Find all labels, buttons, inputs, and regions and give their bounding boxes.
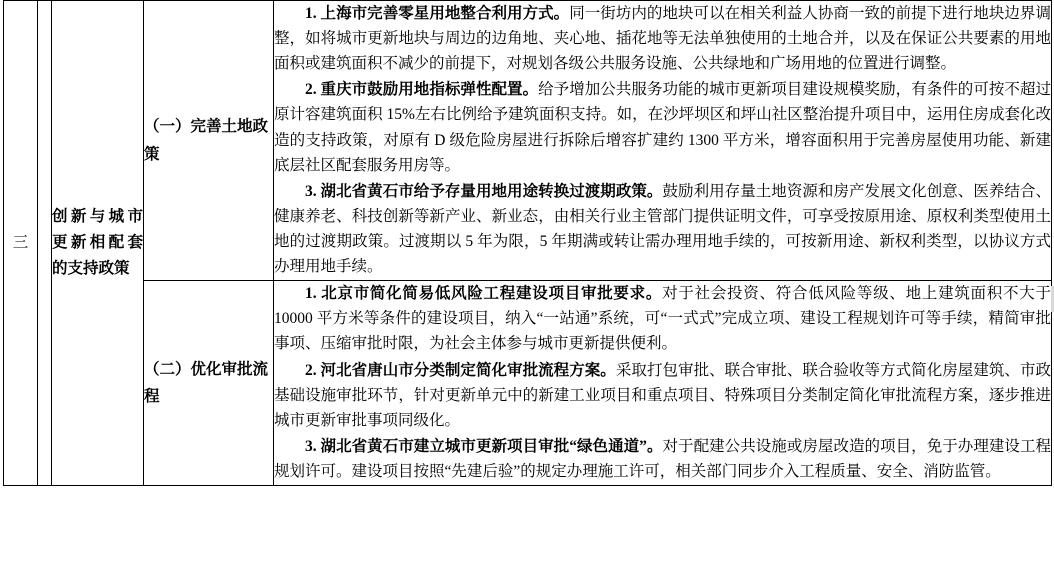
paragraph-heading: 湖北省黄石市建立城市更新项目审批“绿色通道”。 — [320, 437, 663, 455]
paragraph-index: 2. — [305, 81, 317, 99]
paragraph-heading: 北京市简化简易低风险工程建设项目审批要求。 — [321, 285, 663, 303]
policy-table — [3, 0, 1052, 486]
section-body-cell-1 — [274, 1, 1052, 281]
section-label-cell-1: （一）完善土地政策 — [144, 1, 274, 281]
paragraph-1-1 — [274, 1, 1051, 76]
paragraph-text: 对于配建公共设施或房屋改造的项目，免于办理建设工程规划许可。建设项目按照“先建后验”的规定办理施工许可，相关部门同步介入工程质量、安全、消防监管。 — [274, 437, 1051, 480]
paragraph-text: 采取打包审批、联合审批、联合验收等方式简化房屋建筑、市政基础设施审批环节，针对更新单元中的新建工业项目和重点项目、特殊项目分类制定简化审批流程方案，逐步推进城市更新审批事项同级化。 — [274, 361, 1051, 429]
paragraph-1-2 — [274, 77, 1051, 177]
paragraph-2-3 — [274, 434, 1051, 484]
paragraph-text: 给予增加公共服务功能的城市更新项目建设规模奖励，有条件的可按不超过原计容建筑面积 15%左右比例给予建筑面积支持。如，在沙坪坝区和坪山社区整治提升项目中，运用住房成套化改造的支持政策，对原有 D 级危险房屋进行拆除后增容扩建约 1300 平方米，增容面积用于完善房屋使用功能、新建底层社区配套服务用房等。 — [274, 81, 1051, 174]
paragraph-text: 对于社会投资、符合低风险等级、地上建筑面积不大于 10000 平方米等条件的建设项目，纳入“一站通”系统，可“一式式”完成立项、建设工程规划许可等手续，精简审批事项、压缩审批时限，为社会主体参与城市更新提供便利。 — [274, 285, 1051, 353]
paragraph-2-2 — [274, 358, 1051, 433]
paragraph-1-3 — [274, 179, 1051, 279]
section-body-cell-2 — [274, 281, 1052, 486]
paragraph-text: 鼓励利用存量土地资源和房产发展文化创意、医养结合、健康养老、科技创新等新产业、新业态，由相关行业主管部门提供证明文件，可享受按原用途、原权利类型使用土地的过渡期政策。过渡期以 5 年为限，5 年期满或转让需办理用地手续的，可按新用途、新权利类型，以协议方式办理用地手续。 — [274, 182, 1051, 276]
paragraph-2-1 — [274, 281, 1051, 356]
paragraph-index: 3. — [305, 437, 317, 455]
paragraph-heading: 重庆市鼓励用地指标弹性配置。 — [320, 81, 539, 99]
table-row — [4, 1, 1052, 281]
paragraph-heading: 上海市完善零星用地整合利用方式。 — [320, 5, 570, 22]
paragraph-heading: 河北省唐山市分类制定简化审批流程方案。 — [320, 361, 616, 379]
row-number-cell: 三 — [4, 1, 38, 486]
paragraph-text: 同一街坊内的地块可以在相关利益人协商一致的前提下进行地块边界调整，如将城市更新地块与周边的边角地、夹心地、插花地等无法单独使用的土地合并，以及在保证公共要素的用地面积或建筑面积不减少的前提下，对规划各级公共服务设施、公共绿地和广场用地的位置进行调整。 — [274, 5, 1051, 73]
paragraph-index: 1. — [305, 5, 317, 22]
paragraph-index: 2. — [305, 361, 317, 379]
paragraph-index: 1. — [305, 285, 317, 303]
paragraph-heading: 湖北省黄石市给予存量用地用途转换过渡期政策。 — [320, 182, 663, 200]
table-row — [4, 281, 1052, 486]
section-label-cell-2: （二）优化审批流程 — [144, 281, 274, 486]
topic-cell: 创新与城市更新相配套的支持政策 — [52, 1, 144, 486]
spacer-cell — [38, 1, 52, 486]
paragraph-index: 3. — [305, 182, 317, 200]
